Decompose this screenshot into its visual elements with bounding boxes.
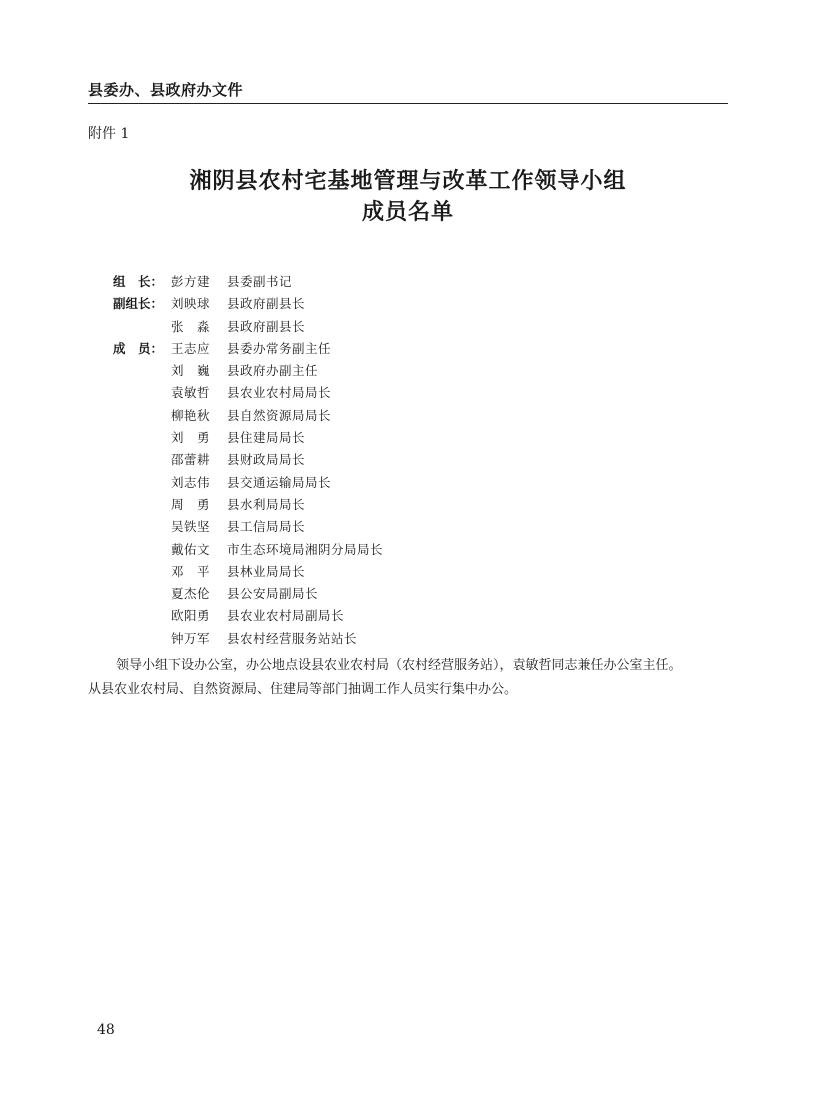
member-row	[113, 360, 713, 382]
member-name: 邵蕾耕	[171, 452, 211, 468]
member-row	[113, 427, 713, 449]
member-title: 县农业农村局局长	[227, 385, 332, 401]
member-name: 戴佑文	[171, 541, 211, 557]
member-title: 县公安局副局长	[227, 586, 319, 602]
document-title: 湘阴县农村宅基地管理与改革工作领导小组	[189, 169, 627, 194]
member-name: 张 淼	[171, 318, 211, 334]
office-note-line-2: 从县农业农村局、自然资源局、住建局等部门抽调工作人员实行集中办公。	[88, 682, 518, 697]
member-row	[113, 293, 713, 315]
member-title: 县政府副县长	[227, 296, 306, 312]
member-name: 刘 巍	[171, 363, 211, 379]
member-row	[113, 449, 713, 471]
member-row	[113, 516, 713, 538]
member-row	[113, 271, 713, 293]
member-title: 市生态环境局湘阴分局局长	[227, 541, 384, 557]
office-note	[88, 654, 728, 702]
member-name: 刘 勇	[171, 430, 211, 446]
member-title: 县委副书记	[227, 274, 293, 289]
member-title: 县委办常务副主任	[227, 340, 332, 356]
member-name: 王志应	[171, 340, 211, 356]
member-name: 柳艳秋	[171, 407, 211, 423]
member-title: 县财政局局长	[227, 452, 306, 468]
document-header: 县委办、县政府办文件	[88, 81, 244, 99]
member-row	[113, 583, 713, 605]
member-row	[113, 405, 713, 427]
member-row	[113, 338, 713, 360]
member-title: 县交通运输局局长	[227, 474, 332, 490]
member-name: 袁敏哲	[171, 385, 211, 401]
member-title: 县政府办副主任	[227, 363, 319, 379]
member-title: 县自然资源局局长	[227, 407, 332, 423]
member-title: 县水利局局长	[227, 496, 306, 512]
member-row	[113, 382, 713, 404]
member-row	[113, 494, 713, 516]
member-row	[113, 472, 713, 494]
member-role: 组 长：	[113, 274, 164, 289]
member-title: 县工信局局长	[227, 519, 306, 535]
member-title: 县农业农村局副局长	[227, 608, 345, 624]
member-row	[113, 316, 713, 338]
member-list	[113, 271, 713, 650]
member-row	[113, 628, 713, 650]
page-number: 48	[97, 1022, 115, 1038]
member-title: 县林业局局长	[227, 563, 306, 579]
header-divider	[88, 103, 728, 104]
member-name: 周 勇	[171, 496, 211, 512]
member-title: 县政府副县长	[227, 318, 306, 334]
member-name: 欧阳勇	[171, 608, 211, 624]
member-name: 彭方建	[171, 274, 211, 289]
document-subtitle: 成员名单	[361, 200, 454, 225]
member-row	[113, 605, 713, 627]
attachment-label: 附件 1	[88, 126, 130, 142]
member-name: 钟万军	[171, 630, 211, 646]
member-name: 刘映球	[171, 296, 211, 312]
member-name: 邓 平	[171, 563, 211, 579]
member-role: 成 员：	[113, 340, 164, 356]
office-note-line-1: 领导小组下设办公室，办公地点设县农业农村局（农村经营服务站），袁敏哲同志兼任办公室主任。	[116, 658, 682, 673]
member-title: 县住建局局长	[227, 430, 306, 446]
member-row	[113, 539, 713, 561]
member-row	[113, 561, 713, 583]
member-name: 夏杰伦	[171, 586, 211, 602]
member-title: 县农村经营服务站站长	[227, 630, 358, 646]
member-name: 刘志伟	[171, 474, 211, 490]
member-name: 吴铁坚	[171, 519, 211, 535]
member-role: 副组长：	[113, 296, 164, 312]
